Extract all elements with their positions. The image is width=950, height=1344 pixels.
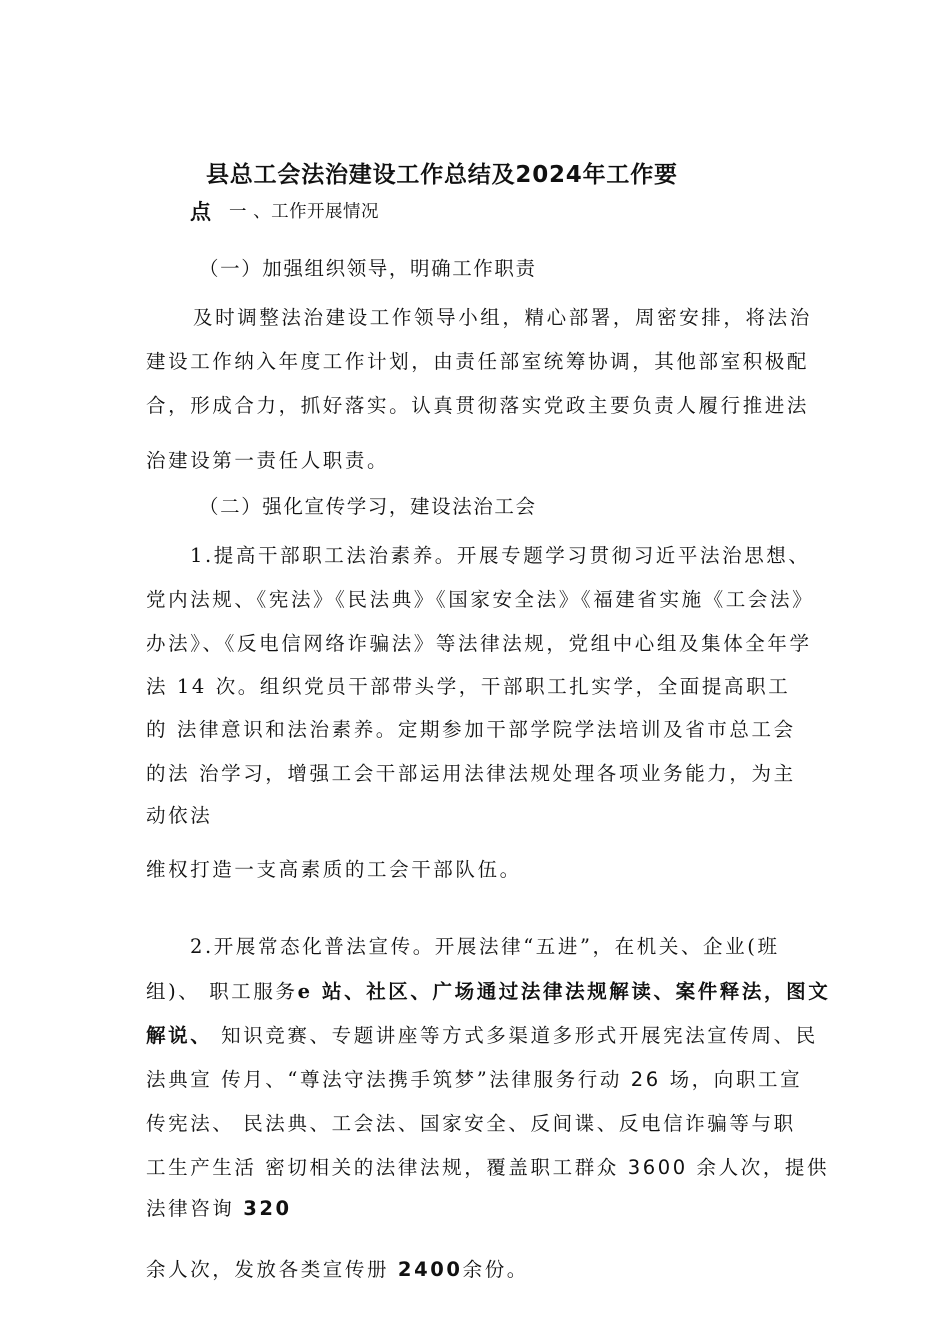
- paragraph-line: 法 14 次。组织党员干部带头学，干部职工扎实学，全面提高职工: [146, 675, 791, 698]
- paragraph-line: 维权打造一支高素质的工会干部队伍。: [146, 858, 522, 881]
- subsection-heading: （二）强化宣传学习，建设法治工会: [199, 495, 537, 518]
- paragraph-line: 的 法律意识和法治素养。定期参加干部学院学法培训及省市总工会: [146, 718, 796, 741]
- bold-number-run: 320: [243, 1197, 292, 1220]
- paragraph-line: [146, 1199, 292, 1219]
- text-run: 工生产生活 密切相关的法律法规，覆盖职工群众: [146, 1156, 628, 1179]
- paragraph-line: [146, 1158, 829, 1178]
- paragraph-line: 动依法: [146, 804, 213, 827]
- text-run: 场，向职工宣: [660, 1068, 803, 1091]
- number-run: 3600: [627, 1156, 688, 1179]
- section-heading: 一 、工作开展情况: [229, 202, 380, 222]
- paragraph-line: [146, 1070, 802, 1090]
- paragraph-line: 党内法规、《宪法》《民法典》《国家安全法》《福建省实施《工会法》: [146, 588, 815, 611]
- text-run: 余份。: [462, 1258, 529, 1281]
- subsection-heading: （一）加强组织领导，明确工作职责: [199, 257, 537, 280]
- text-run: 法典宣 传月、“尊法守法携手筑梦”法律服务行动: [146, 1068, 631, 1091]
- text-run: 法律咨询: [146, 1197, 244, 1220]
- text-run: 知识竞赛、专题讲座等方式多渠道多形式开展宪法宣传周、民: [212, 1024, 818, 1047]
- bold-number-run: 2400: [397, 1258, 463, 1281]
- bold-text-run: 解说、: [146, 1024, 213, 1047]
- text-run: 组)、 职工服务: [146, 980, 298, 1003]
- paragraph-line: 合，形成合力，抓好落实。认真贯彻落实党政主要负责人履行推进法: [146, 394, 810, 417]
- paragraph-line: 传宪法、 民法典、工会法、国家安全、反间谍、反电信诈骗等与职: [146, 1112, 796, 1135]
- title-continuation: 点: [190, 200, 214, 224]
- text-run: 余人次，发放各类宣传册: [146, 1258, 398, 1281]
- number-run: 26: [630, 1068, 661, 1091]
- document-title: 县总工会法治建设工作总结及2024年工作要: [206, 162, 678, 188]
- bold-text-run: e 站、社区、广场通过法律法规解读、案件释法，图文: [297, 980, 831, 1003]
- paragraph-line: [146, 1260, 529, 1280]
- paragraph-line: 建设工作纳入年度工作计划，由责任部室统筹协调，其他部室积极配: [146, 350, 810, 373]
- paragraph-line: 的法 治学习，增强工会干部运用法律法规处理各项业务能力，为主: [146, 762, 796, 785]
- text-run: 余人次，提供: [687, 1156, 830, 1179]
- paragraph-line: 1.提高干部职工法治素养。开展专题学习贯彻习近平法治思想、: [190, 544, 811, 567]
- paragraph-line: 办法》、《反电信网络诈骗法》等法律法规，党组中心组及集体全年学: [146, 632, 812, 655]
- paragraph-line: 治建设第一责任人职责。: [146, 449, 390, 472]
- paragraph-line: [146, 982, 830, 1002]
- paragraph-line: 及时调整法治建设工作领导小组，精心部署，周密安排，将法治: [193, 306, 812, 329]
- paragraph-line: [146, 1026, 818, 1046]
- paragraph-line: 2.开展常态化普法宣传。开展法律“五进”，在机关、企业(班: [190, 935, 780, 958]
